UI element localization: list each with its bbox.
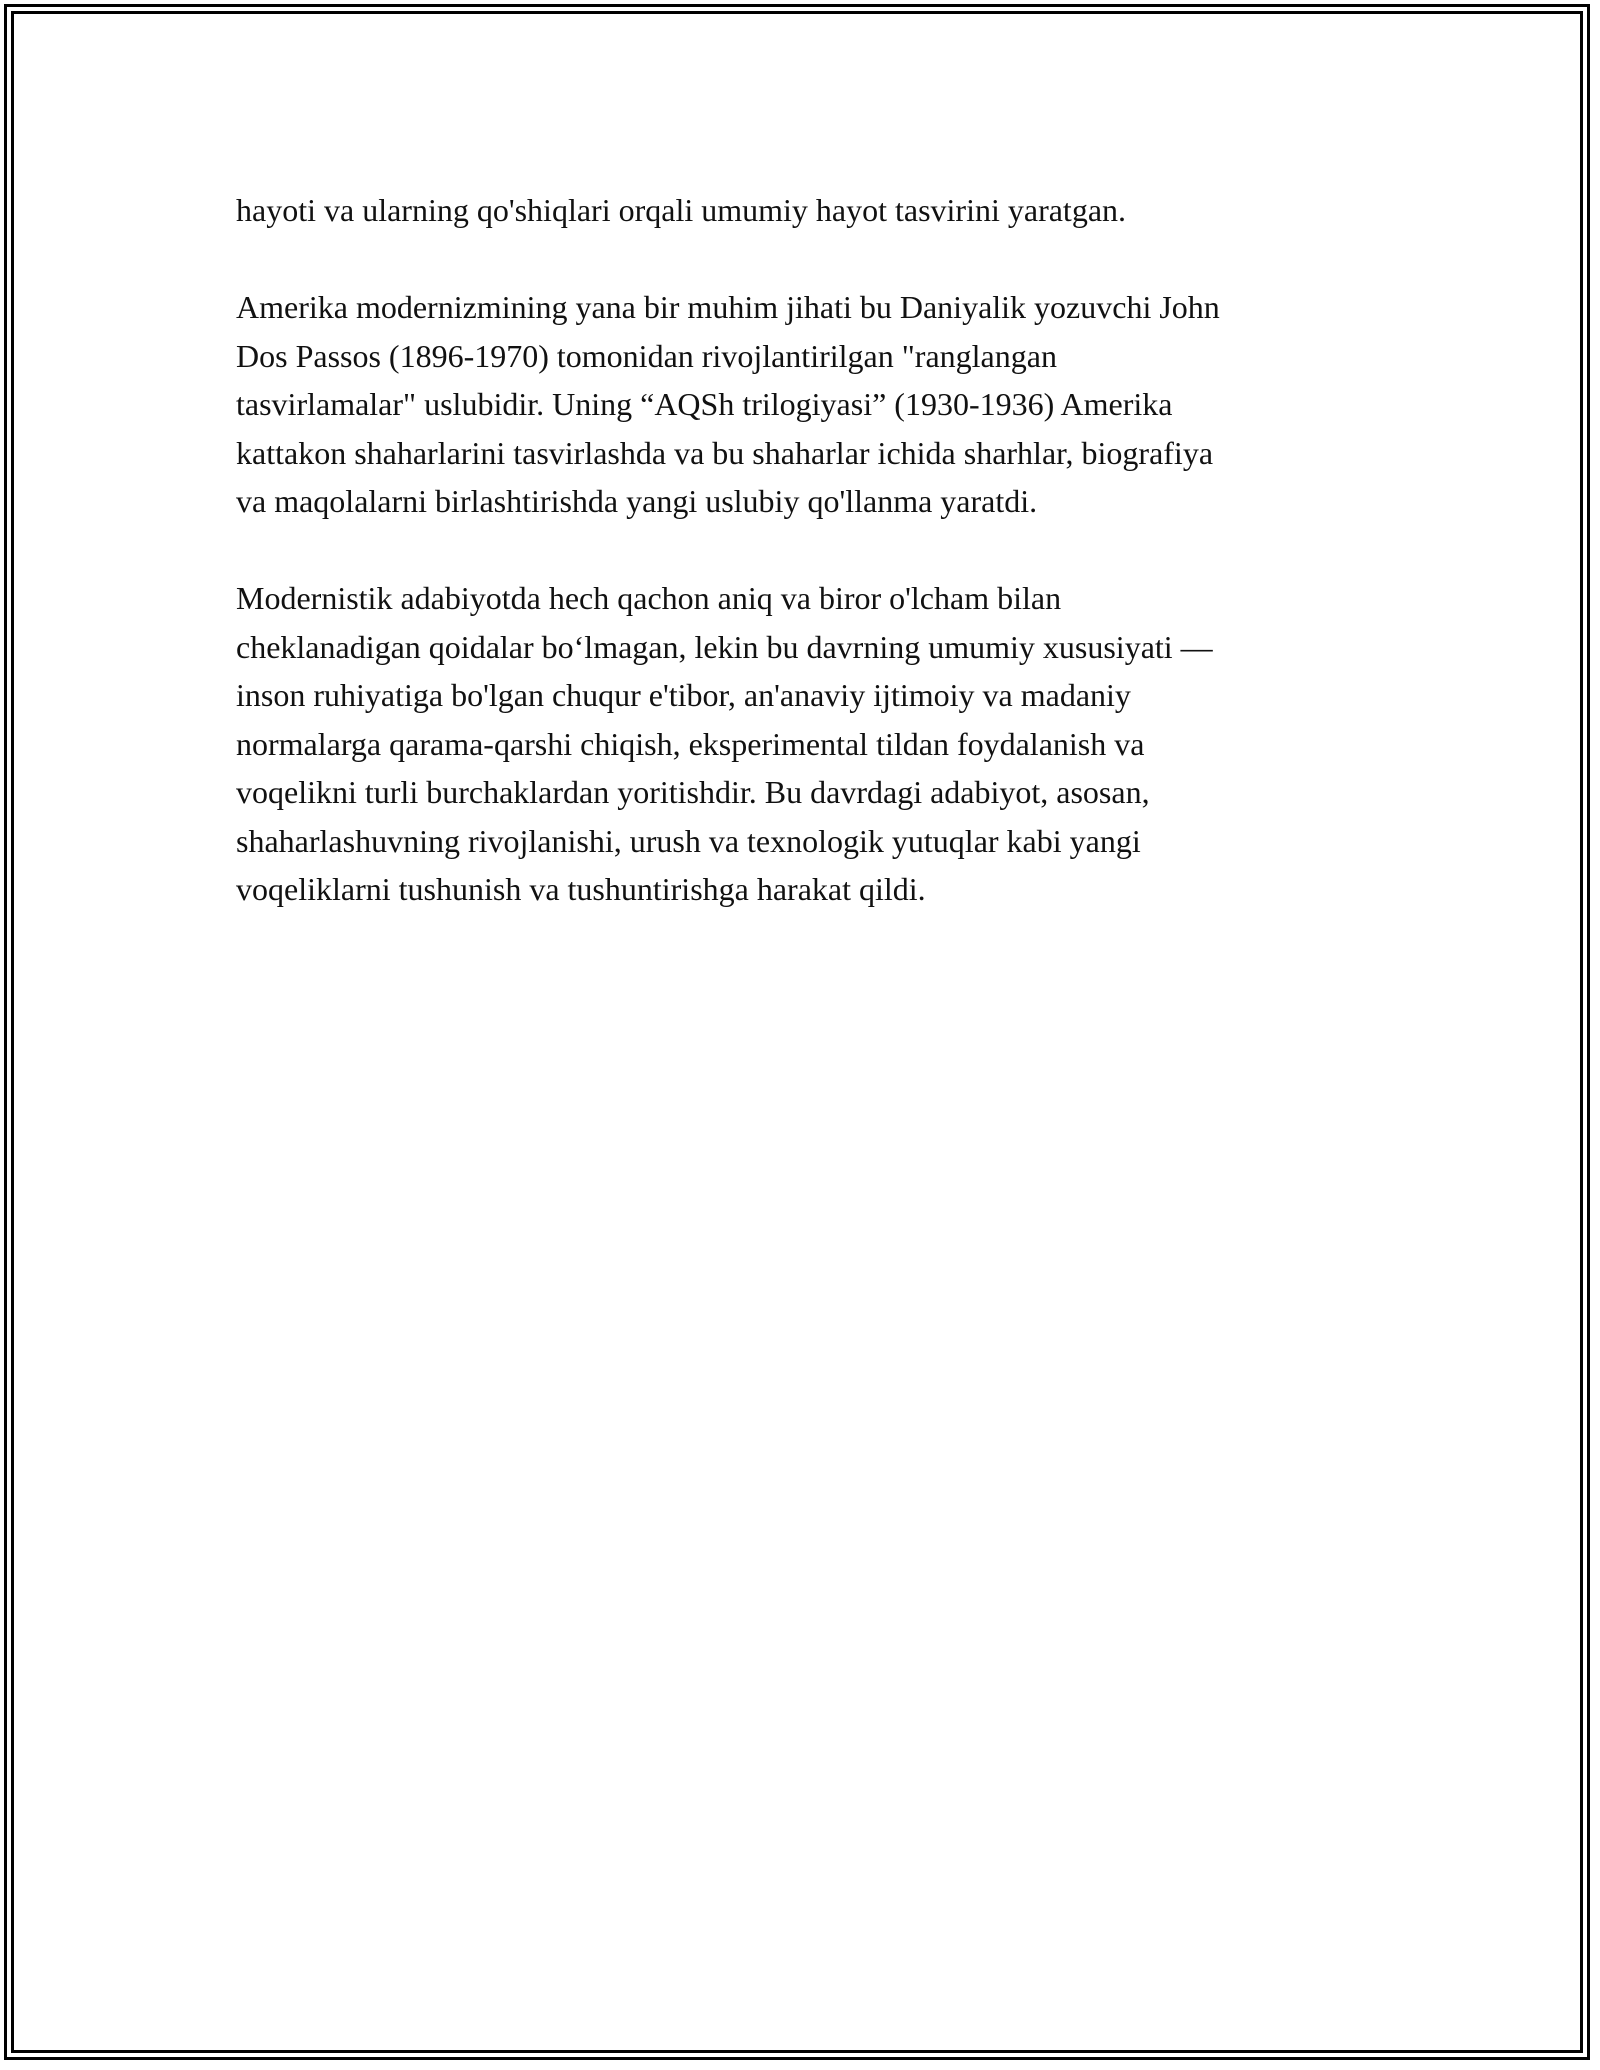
text-line: inson ruhiyatiga bo'lgan chuqur e'tibor, an'anaviy ijtimoiy va madaniy [236,677,1131,713]
text-line: shaharlashuvning rivojlanishi, urush va texnologik yutuqlar kabi yangi [236,822,1141,859]
text-line: voqeliklarni tushunish va tushuntirishga harakat qildi. [236,871,926,907]
text-line: Amerika modernizmining yana bir muhim jihati bu Daniyalik yozuvchi John [236,289,1220,325]
text-line: tasvirlamalar" uslubidir. Uning “AQSh trilogiyasi” (1930-1936) Amerika [236,386,1173,422]
text-line: kattakon shaharlarini tasvirlashda va bu shaharlar ichida sharhlar, biografiya [236,434,1214,471]
text-line: normalarga qarama-qarshi chiqish, eksperimental tildan foydalanish va [236,725,1145,762]
paragraph-2 [236,283,1376,526]
text-line: Modernistik adabiyotda hech qachon aniq va biror o'lcham bilan [236,580,1062,616]
text-line: hayoti va ularning qo'shiqlari orqali umumiy hayot tasvirini yaratgan. [236,192,1127,228]
text-line: voqelikni turli burchaklardan yoritishdir. Bu davrdagi adabiyot, asosan, [236,774,1150,810]
document-body [236,186,1376,962]
text-line: Dos Passos (1896-1970) tomonidan rivojlantirilgan "ranglangan [236,337,1057,374]
paragraph-1 [236,186,1376,235]
paragraph-3 [236,574,1376,914]
text-line: cheklanadigan qoidalar bo‘lmagan, lekin bu davrning umumiy xususiyati — [236,628,1213,665]
text-line: va maqolalarni birlashtirishda yangi uslubiy qo'llanma yaratdi. [236,483,1038,519]
